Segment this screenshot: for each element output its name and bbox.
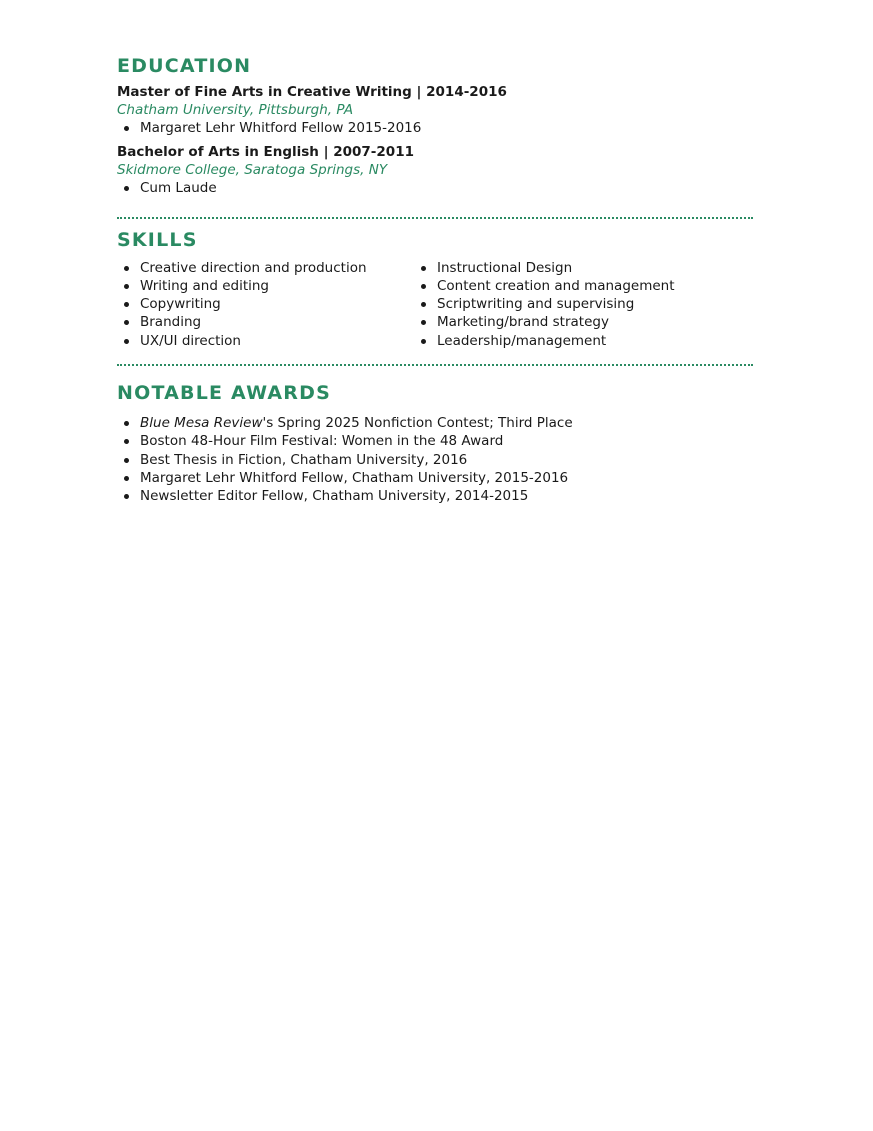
award-text: 's Spring 2025 Nonfiction Contest; Third Place [262,415,573,432]
education-bullets [117,179,753,197]
awards-section [117,380,753,505]
list-item: Leadership/management [437,332,711,350]
list-item: Instructional Design [437,259,711,277]
list-item: Scriptwriting and supervising [437,295,711,313]
list-item: Creative direction and production [140,259,414,277]
list-item [140,414,753,432]
awards-list [117,414,753,505]
education-section [117,53,753,198]
list-item: Newsletter Editor Fellow, Chatham University, 2014-2015 [140,487,753,505]
list-item: Cum Laude [140,179,753,197]
section-divider [117,217,753,219]
education-entry [117,143,753,197]
school-name: Skidmore College, Saratoga Springs, NY [117,162,388,179]
list-item: Marketing/brand strategy [437,313,711,331]
school-name: Chatham University, Pittsburgh, PA [117,102,354,118]
section-divider [117,364,753,366]
publication-name: Blue Mesa Review [140,415,263,432]
list-item: Margaret Lehr Whitford Fellow, Chatham University, 2015-2016 [140,469,753,487]
list-item: Margaret Lehr Whitford Fellow 2015-2016 [140,119,753,137]
section-title-education: EDUCATION [117,55,252,77]
education-entry [117,83,753,137]
skills-columns [117,259,753,350]
section-title-awards: NOTABLE AWARDS [117,382,331,405]
resume-page [117,53,753,506]
list-item: Copywriting [140,295,414,313]
list-item: UX/UI direction [140,332,414,350]
list-item: Branding [140,313,414,331]
list-item: Writing and editing [140,277,414,295]
skills-list-right [414,259,711,350]
degree-title: Bachelor of Arts in English | 2007-2011 [117,144,414,161]
skills-section [117,227,753,350]
section-title-skills: SKILLS [117,228,198,251]
list-item: Boston 48-Hour Film Festival: Women in the 48 Award [140,432,753,450]
skills-column-left [117,259,414,350]
degree-title: Master of Fine Arts in Creative Writing | 2014-2016 [117,84,507,100]
list-item: Content creation and management [437,277,711,295]
education-bullets [117,119,753,137]
list-item: Best Thesis in Fiction, Chatham University, 2016 [140,451,753,469]
skills-column-right [414,259,711,350]
skills-list-left [117,259,414,350]
